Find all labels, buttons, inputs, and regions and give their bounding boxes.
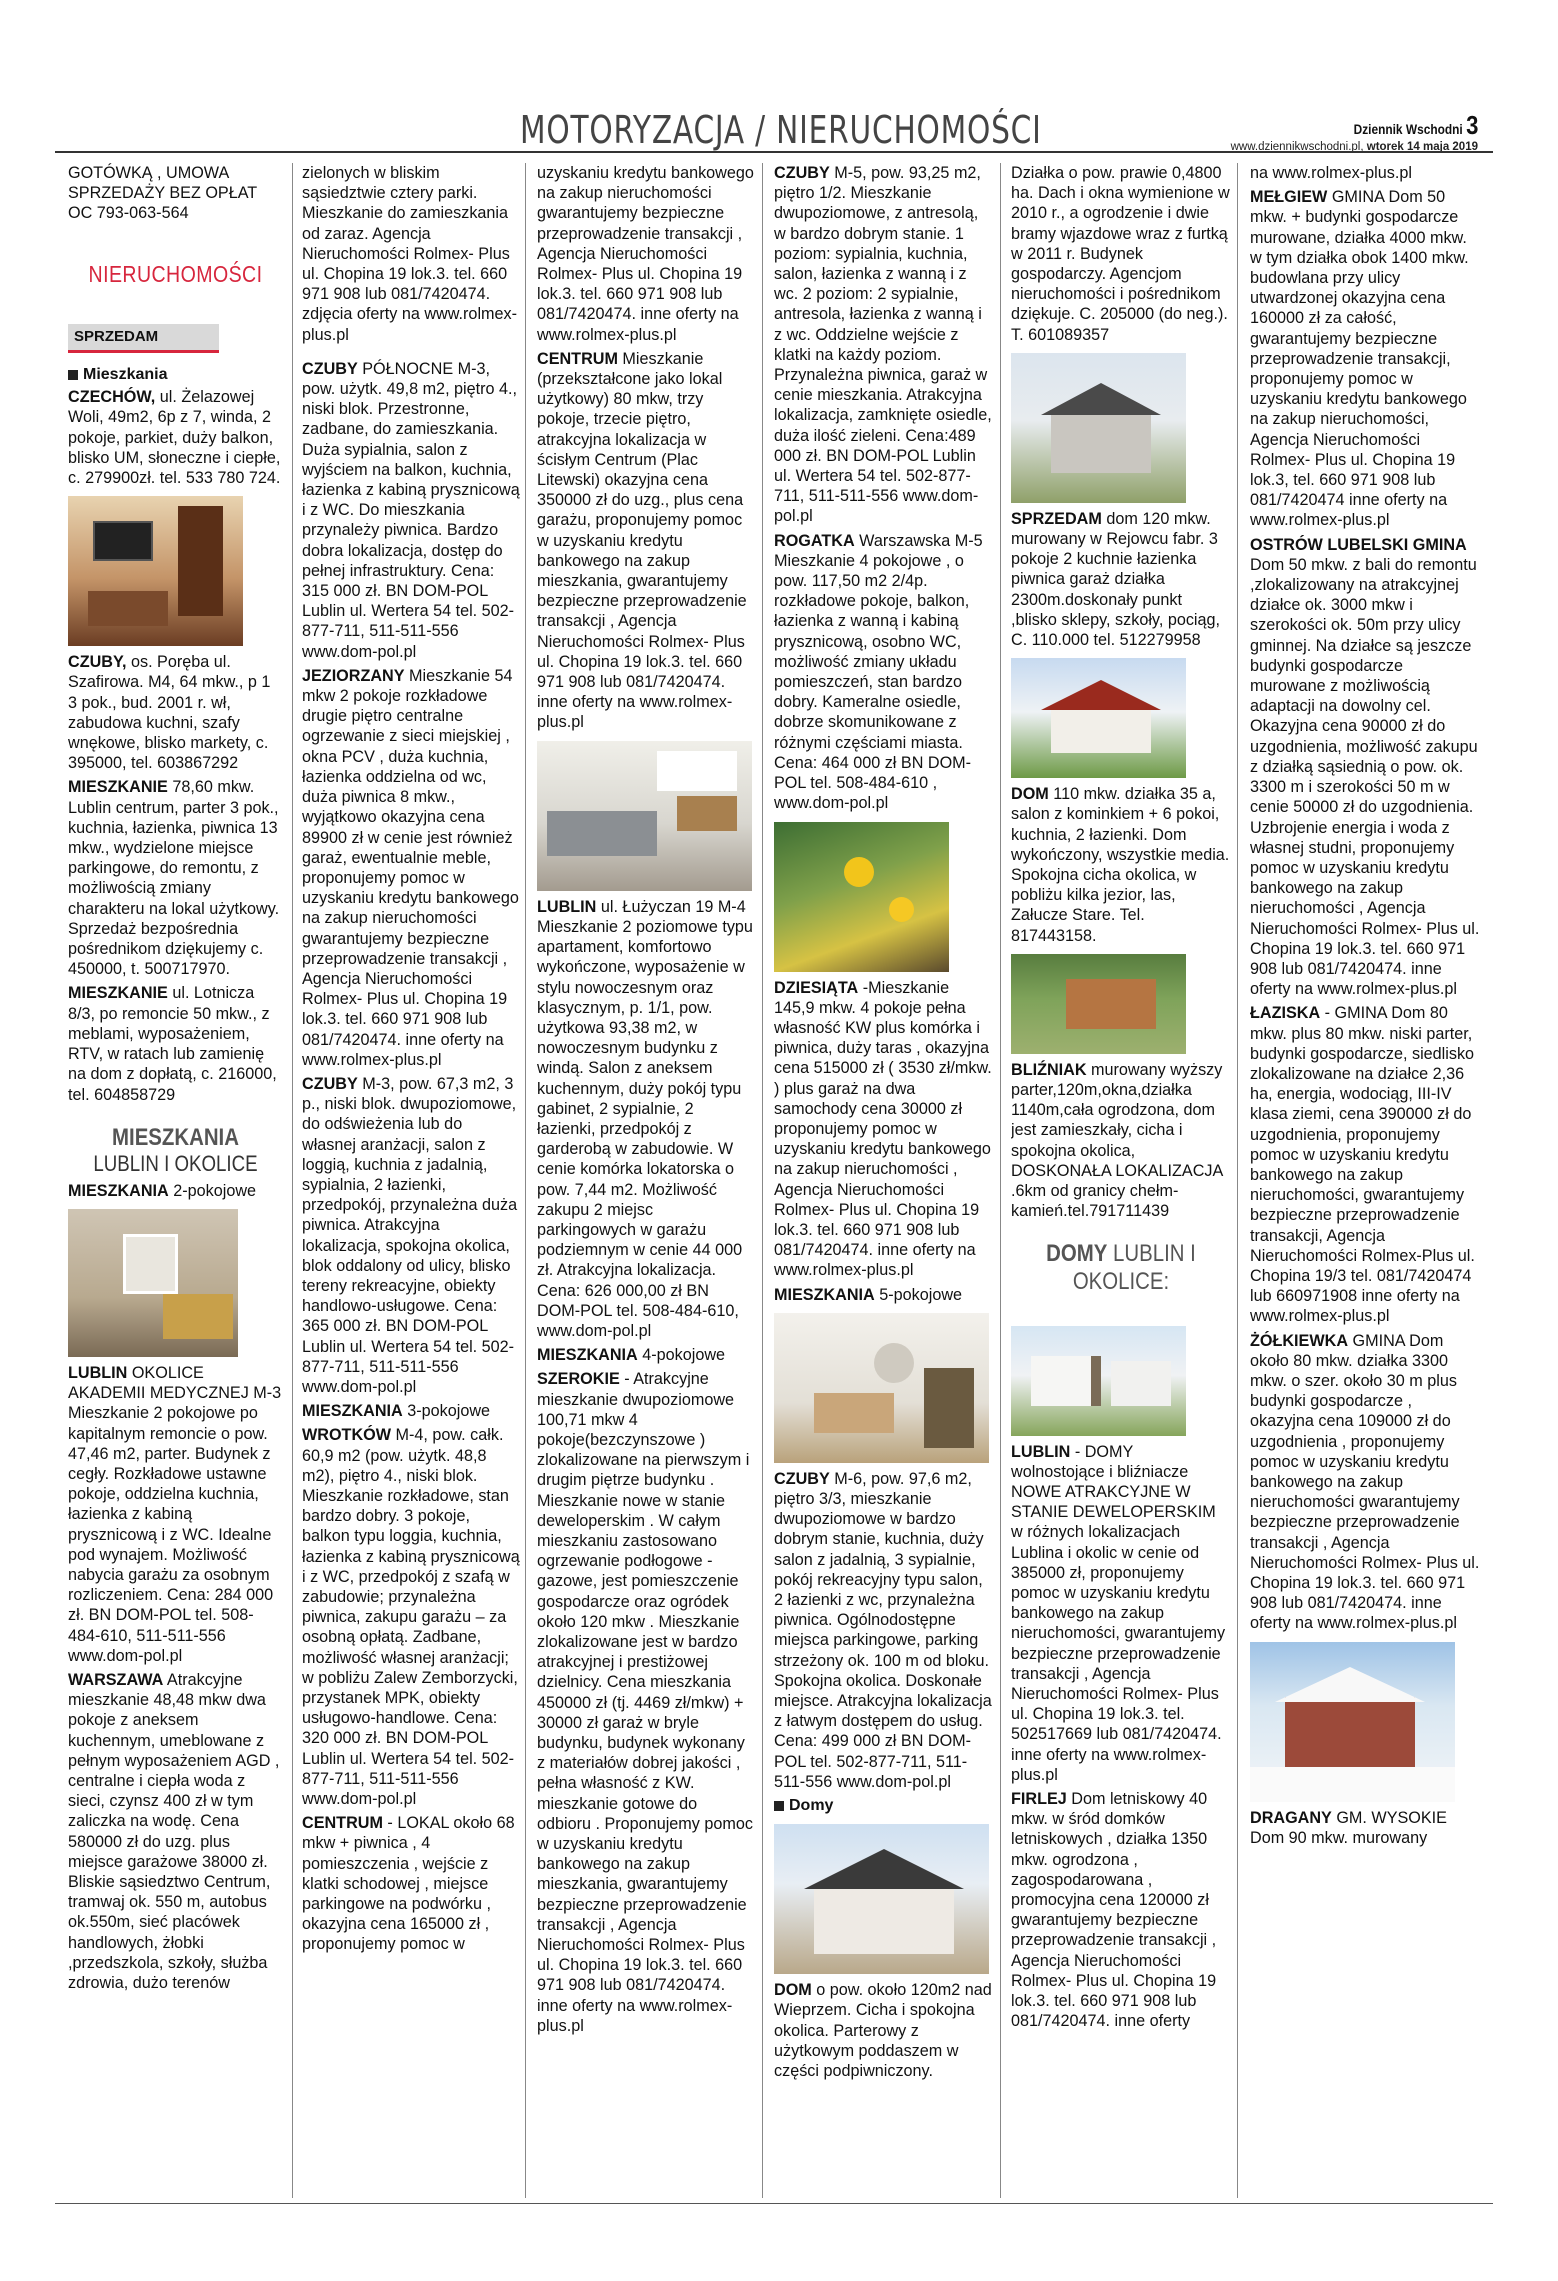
listing: CENTRUM - LOKAL około 68 mkw + piwnica , 4 pomieszczenia , wejście z klatki schodowej , miejsce parkingowe na podwórku , okazyjna cena 165000 zł , proponujemy pomoc w: [302, 1814, 515, 1954]
house-photo: [1011, 658, 1186, 778]
listing: OSTRÓW LUBELSKI GMINA Dom 50 mkw. z bali do remontu ,zlokalizowany na atrakcyjnej działce ok. 3000 mkw i szerokości ok. 50m przy ulicy gminnej. Na działce są jeszcze budynki gospodarcze murowane z możliwością adaptacji na dowolny cel. Okazyjna cena 90000 zł do uzgodnienia, możliwość zakupu z działką sąsiednią o pow. ok. 3300 m i szerokości 50 m w cenie 50000 zł do uzgodnienia. Uzbrojenie energia i woda z własnej studni, proponujemy pomoc w uzyskaniu kredytu bankowego na zakup nieruchomości , Agencja Nieruchomości Rolmex- Plus ul. Chopina 19 lok.3. tel. 660 971 908 lub 081/7420474. inne oferty na www.rolmex-plus.pl: [1250, 535, 1480, 999]
issue-date: wtorek 14 maja 2019: [1366, 141, 1478, 153]
square-bullet-icon: [774, 1801, 784, 1811]
site-url[interactable]: www.dziennikwschodni.pl: [1230, 141, 1361, 153]
house-photo: [774, 1824, 989, 1974]
column-6: [1250, 163, 1480, 2198]
listing: LUBLIN - DOMY wolnostojące i bliźniacze NOWE ATRAKCYJNE W STANIE DEWELOPERSKIM w różnych lokalizacjach Lublina i okolic w cenie od 385000 zł, proponujemy pomoc w uzyskaniu kredytu bankowego na zakup nieruchomości, gwarantujemy bezpieczne przeprowadzenie transakcji , Agencja Nieruchomości Rolmex- Plus ul. Chopina 19 lok.3. tel. 502517669 lub 081/7420474. inne oferty na www.rolmex-plus.pl: [1011, 1442, 1226, 1784]
column-4: [774, 163, 992, 2198]
listing: SPRZEDAM dom 120 mkw. murowany w Rejowcu fabr. 3 pokoje 2 kuchnie łazienka piwnica garaż działka 2300m.doskonały punkt ,blisko sklepy, szkoły, pociąg, C. 110.000 tel. 512279958: [1011, 509, 1221, 650]
column-divider: [762, 163, 763, 2198]
column-2: [302, 163, 520, 2198]
subheading: MIESZKANIA 3-pokojowe: [302, 1402, 491, 1421]
subheading: MIESZKANIA 2-pokojowe: [68, 1181, 257, 1200]
garden-photo: [774, 822, 949, 972]
listing: ŁAZISKA - GMINA Dom 80 mkw. plus 80 mkw. niski parter, budynki gospodarcze, siedlisko zlokalizowane na działce 2,36 ha, energia, wodociąg, III-IV klasa ziemi, cena 390000 zł do uzgodnienia, proponujemy pomoc w uzyskaniu kredytu bankowego na zakup nieruchomości, gwarantujemy bezpieczne przeprowadzenie transakcji, Agencja Nieruchomości Rolmex-Plus ul. Chopina 19/3 tel. 081/7420474 lub 660971908 inne oferty na www.rolmex-plus.pl: [1250, 1004, 1475, 1326]
domy-subhead: Domy: [774, 1796, 992, 1816]
sprzedam-label: SPRZEDAM: [68, 324, 219, 353]
listing: WARSZAWA Atrakcyjne mieszkanie 48,48 mkw dwa pokoje z aneksem kuchennym, umeblowane z pełnym wyposażeniem AGD , centralne i ciepła woda z sieci, czynsz 400 zł w tym zaliczka na wodę. Cena 580000 zł do uzg. plus miejsce garażowe 38000 zł. Bliskie sąsiedztwo Centrum, tramwaj ok. 550 m, autobus ok.550m, sieć placówek handlowych, żłobki ,przedszkola, szkoły, służba zdrowia, dużo terenów: [68, 1670, 280, 1992]
brand-name: Dziennik Wschodni: [1353, 121, 1463, 137]
house-photo: [1011, 954, 1186, 1054]
listing: CZUBY M-6, pow. 97,6 m2, piętro 3/3, mieszkanie dwupoziomowe w bardzo dobrym stanie, kuchnia, duży salon z jadalnią, 3 sypialnie, pokój rekreacyjny typu salon, 2 łazienki z wc, przynależna piwnica. Ogólnodostępne miejsca parkingowe, parking strzeżony ok. 100 m od bloku. Spokojna okolica. Doskonałe miejsce. Atrakcyjna lokalizacja z łatwym dostępem do usług. Cena: 499 000 zł BN DOM-POL tel. 502-877-711, 511-511-556 www.dom-pol.pl: [774, 1469, 992, 1791]
listing: DOM 110 mkw. działka 35 a, salon z kominkiem + 6 pokoi, kuchnia, 2 łazienki. Dom wykończony, wszystkie media. Spokojna cicha okolica, w pobliżu kilka jezior, las, Załucze Stare. Tel. 817443158.: [1011, 785, 1230, 945]
listing: DOM o pow. około 120m2 nad Wieprzem. Cicha i spokojna okolica. Parterowy z użytkowym poddaszem w części podpiwniczony.: [774, 1981, 992, 2081]
listing: na www.rolmex-plus.pl: [1250, 164, 1412, 182]
listing: CENTRUM Mieszkanie (przekształcone jako lokal użytkowy) 80 mkw, trzy pokoje, trzecie piętro, atrakcyjna lokalizacja w ścisłym Centrum (Plac Litewski) okazyjna cena 350000 zł do uzg., plus cena garażu, proponujemy pomoc w uzyskaniu kredytu bankowego na zakup mieszkania, gwarantujemy bezpieczne przeprowadzenie transakcji , Agencja Nieruchomości Rolmex- Plus ul. Chopina 19 lok.3. tel. 660 971 908 lub 081/7420474. inne oferty na www.rolmex-plus.pl: [537, 349, 747, 732]
heading-mieszkania: MIESZKANIA LUBLIN I OKOLICE: [93, 1123, 258, 1176]
listing: FIRLEJ Dom letniskowy 40 mkw. w śród domków letniskowych , działka 1350 mkw. ogrodzona , zagospodarowana , promocyjna cena 120000 zł gwarantujemy bezpieczne przeprowadzenie transakcji , Agencja Nieruchomości Rolmex- Plus ul. Chopina 19 lok.3. tel. 660 971 908 lub 081/7420474. inne oferty: [1011, 1789, 1217, 2031]
top-rule: [55, 151, 1493, 153]
winter-house-photo: [1250, 1642, 1455, 1802]
column-divider: [1000, 163, 1001, 2198]
masthead: Dziennik Wschodni 3 www.dziennikwschodni.pl, wtorek 14 maja 2019: [1230, 110, 1478, 153]
section-heading: NIERUCHOMOŚCI: [88, 260, 263, 287]
listing: CZUBY PÓŁNOCNE M-3, pow. użytk. 49,8 m2, piętro 4., niski blok. Przestronne, zadbane, do zamieszkania. Duża sypialnia, salon z wyjściem na balkon, kuchnia, łazienka z kabiną prysznicową i z WC. Do mieszkania przynależy piwnica. Bardzo dobra lokalizacja, dostęp do pełnej infrastruktury. Cena: 315 000 zł. BN DOM-POL Lublin ul. Wertera 54 tel. 502-877-711, 511-511-556 www.dom-pol.pl: [302, 359, 520, 661]
listing: uzyskaniu kredytu bankowego na zakup nieruchomości gwarantujemy bezpieczne przeprowadzenie transakcji , Agencja Nieruchomości Rolmex- Plus ul. Chopina 19 lok.3. tel. 660 971 908 lub 081/7420474. inne oferty na www.rolmex-plus.pl: [537, 164, 754, 344]
listing: zielonych w bliskim sąsiedztwie cztery parki. Mieszkanie do zamieszkania od zaraz. Agencja Nieruchomości Rolmex- Plus ul. Chopina 19 lok.3. tel. 660 971 908 lub 081/7420474. zdjęcia oferty na www.rolmex-plus.pl: [302, 164, 518, 344]
subheading: MIESZKANIA 5-pokojowe: [774, 1285, 963, 1304]
listing: LUBLIN OKOLICE AKADEMII MEDYCZNEJ M-3 Mieszkanie 2 pokojowe po kapitalnym remoncie o pow. 47,46 m2, parter. Budynek z cegły. Rozkładowe ustawne pokoje, oddzielna kuchnia, łazienka z kabiną prysznicową i z WC. Idealne pod wynajem. Możliwość nabycia garażu za osobnym rozliczeniem. Cena: 284 000 zł. BN DOM-POL tel. 508-484-610, 511-511-556 www.dom-pol.pl: [68, 1363, 282, 1665]
apartment-photo: [68, 1209, 238, 1357]
listing: DZIESIĄTA -Mieszkanie 145,9 mkw. 4 pokoje pełna własność KW plus komórka i piwnica, duży taras , okazyjna cena 515000 zł ( 3530 zł/mkw. ) plus garaż na dwa samochody cena 30000 zł proponujemy pomoc w uzyskaniu kredytu bankowego na zakup nieruchomości , Agencja Nieruchomości Rolmex- Plus ul. Chopina 19 lok.3. tel. 660 971 908 lub 081/7420474. inne oferty na www.rolmex-plus.pl: [774, 978, 992, 1280]
listing: CZECHÓW, ul. Żelazowej Woli, 49m2, 6p z 7, winda, 2 pokoje, parkiet, duży balkon, blisko UM, słoneczne i ciepłe, c. 279900zł. tel. 533 780 724.: [68, 388, 281, 488]
house-photo: [1011, 353, 1186, 503]
listing: WROTKÓW M-4, pow. całk. 60,9 m2 (pow. użytk. 48,8 m2), piętro 4., niski blok. Mieszkanie rozkładowe, stan bardzo dobry. 3 pokoje, balkon typu loggia, kuchnia, łazienka z kabiną prysznicową i z WC, przedpokój z szafą w zabudowie; przynależna piwnica, zakupu garażu – za osobną opłatą. Zadbane, możliwość własnej aranżacji; w pobliżu Zalew Zemborzycki, przystanek MPK, obiekty usługowo-handlowe. Cena: 320 000 zł. BN DOM-POL Lublin ul. Wertera 54 tel. 502-877-711, 511-511-556 www.dom-pol.pl: [302, 1426, 520, 1809]
column-divider: [525, 163, 526, 2198]
house-photo: [1011, 1326, 1186, 1436]
mieszkania-subhead: Mieszkania: [68, 365, 283, 385]
listing: ŻÓŁKIEWKA GMINA Dom około 80 mkw. działka 3300 mkw. o szer. około 30 m plus budynki gospodarcze , okazyjna cena 109000 zł do uzgodnienia , proponujemy pomoc w uzyskaniu kredytu bankowego na zakup nieruchomości gwarantujemy bezpieczne przeprowadzenie transakcji , Agencja Nieruchomości Rolmex- Plus ul. Chopina 19 lok.3. tel. 660 971 908 lub 081/7420474. inne oferty na www.rolmex-plus.pl: [1250, 1331, 1480, 1633]
listing: LUBLIN ul. Łużyczan 19 M-4 Mieszkanie 2 poziomowe typu apartament, komfortowo wykończone, wyposażenie w stylu nowoczesnym oraz klasycznym, p. 1/1, pow. użytkowa 93,38 m2, w nowoczesnym budynku z windą. Salon z aneksem kuchennym, duży pokój typu gabinet, 2 sypialnie, 2 łazienki, przedpokój z garderobą w zabudowie. W cenie komórka lokatorska o pow. 7,44 m2. Możliwość zakupu 2 miejsc parkingowych w garażu podziemnym w cenie 44 000 zł. Atrakcyjna lokalizacja. Cena: 626 000,00 zł BN DOM-POL tel. 508-484-610, www.dom-pol.pl: [537, 897, 753, 1340]
listing: JEZIORZANY Mieszkanie 54 mkw 2 pokoje rozkładowe drugie piętro centralne ogrzewanie z sieci miejskiej , okna PCV , duża kuchnia, łazienka oddzielna od wc, duża piwnica 8 mkw., wyjątkowo okazyjna cena 89900 zł w cenie jest również garaż, ewentualnie meble, proponujemy pomoc w uzyskaniu kredytu bankowego na zakup nieruchomości gwarantujemy bezpieczne przeprowadzenie transakcji , Agencja Nieruchomości Rolmex- Plus ul. Chopina 19 lok.3. tel. 660 971 908 lub 081/7420474. inne oferty na www.rolmex-plus.pl: [302, 666, 519, 1069]
listing: CZUBY M-5, pow. 93,25 m2, piętro 1/2. Mieszkanie dwupoziomowe, z antresolą, w bardzo dobrym stanie. 1 poziom: sypialnia, kuchnia, salon, łazienka z wanną i z wc. 2 poziom: 2 sypialnie, antresola, łazienka z wanną i z wc. Oddzielne wejście z klatki na każdy poziom. Przynależna piwnica, garaż w cenie mieszkania. Atrakcyjna lokalizacja, zamknięte osiedle, duża ilość zieleni. Cena:489 000 zł. BN DOM-POL Lublin ul. Wertera 54 tel. 502-877-711, 511-511-556 www.dom-pol.pl: [774, 164, 992, 526]
section-title: MOTORYZACJA / NIERUCHOMOŚCI: [520, 108, 1042, 152]
listing: MEŁGIEW GMINA Dom 50 mkw. + budynki gospodarcze murowane, działka 4000 mkw. w tym działka obok 1400 mkw. budowlana przy ulicy utwardzonej okazyjna cena 160000 zł za całość, gwarantujemy bezpieczne przeprowadzenie transakcji, proponujemy pomoc w uzyskaniu kredytu bankowego na zakup nieruchomości, Agencja Nieruchomości Rolmex- Plus ul. Chopina 19 lok.3, tel. 660 971 908 lub 081/7420474 inne oferty na www.rolmex-plus.pl: [1250, 188, 1469, 530]
apartment-photo: [537, 741, 752, 891]
listing: DRAGANY GM. WYSOKIE Dom 90 mkw. murowany: [1250, 1808, 1447, 1847]
listing: SZEROKIE - Atrakcyjne mieszkanie dwupoziomowe 100,71 mkw 4 pokoje(bezczynszowe ) zlokalizowane na pierwszym i drugim piętrze budynku . Mieszkanie nowe w stanie deweloperskim . W całym mieszkaniu zastosowano ogrzewanie podłogowe - gazowe, jest pomieszczenie gospodarcze oraz ogródek około 120 mkw . Mieszkanie zlokalizowane jest w bardzo atrakcyjnej i prestiżowej dzielnicy. Cena mieszkania 450000 zł (tj. 4469 zł/mkw) + 30000 zł garaż w bryle budynku, budynek wykonany z materiałów dobrej jakości , pełna własność z KW. mieszkanie gotowe do odbioru . Proponujemy pomoc w uzyskaniu kredytu bankowego na zakup mieszkania, gwarantujemy bezpieczne przeprowadzenie transakcji , Agencja Nieruchomości Rolmex- Plus ul. Chopina 19 lok.3. tel. 660 971 908 lub 081/7420474. inne oferty na www.rolmex-plus.pl: [537, 1370, 753, 2035]
listing: CZUBY, os. Poręba ul. Szafirowa. M4, 64 mkw., p 1 3 pok., bud. 2001 r. wł, zabudowa kuchni, szafy wnękowe, blisko markety, c. 395000, tel. 603867292: [68, 653, 271, 773]
listing: MIESZKANIE 78,60 mkw. Lublin centrum, parter 3 pok., kuchnia, łazienka, piwnica 13 mkw., wydzielone miejsce parkingowe, do remontu, z możliwością zmiany charakteru na lokal użytkowy. Sprzedaż bezpośrednia pośrednikom dziękujemy c. 450000, t. 500717970.: [68, 778, 280, 979]
bottom-rule: [55, 2203, 1493, 2204]
listing: CZUBY M-3, pow. 67,3 m2, 3 p., niski blok. dwupoziomowe, do odświeżenia lub do własnej aranżacji, salon z loggią, kuchnia z jadalnią, sypialnia, 2 łazienki, przedpokój, przynależna duża piwnica. Atrakcyjna lokalizacja, spokojna okolica, blok oddalony od ulicy, blisko tereny rekreacyjne, obiekty handlowo-usługowe. Cena: 365 000 zł. BN DOM-POL Lublin ul. Wertera 54 tel. 502-877-711, 511-511-556 www.dom-pol.pl: [302, 1074, 518, 1396]
square-bullet-icon: [68, 370, 78, 380]
subheading: MIESZKANIA 4-pokojowe: [537, 1346, 726, 1365]
apartment-photo: [774, 1313, 989, 1463]
listing: BLIŹNIAK murowany wyższy parter,120m,okna,działka 1140m,cała ogrodzona, dom jest zamieszkały, cicha i spokojna okolica, DOSKONAŁA LOKALIZACJA .6km od granicy chełm-kamień.tel.791711439: [1011, 1060, 1223, 1221]
apartment-photo: [68, 496, 243, 646]
heading-domy: DOMY LUBLIN I OKOLICE:: [1046, 1239, 1196, 1295]
page-number: 3: [1465, 110, 1478, 140]
column-divider: [1237, 163, 1238, 2198]
column-5: [1011, 163, 1231, 2198]
listing: ROGATKA Warszawska M-5 Mieszkanie 4 pokojowe , o pow. 117,50 m2 2/4p. rozkładowe pokoje, balkon, łazienka z wanną i kabiną prysznicową, osobno WC, możliwość zmiany układu pomieszczeń, stan bardzo dobry. Kameralne osiedle, dobrze skomunikowane z różnymi częściami miasta. Cena: 464 000 zł BN DOM-POL tel. 508-484-610 , www.dom-pol.pl: [774, 531, 983, 813]
column-3: [537, 163, 755, 2198]
column-1: [68, 163, 283, 2198]
listing: Działka o pow. prawie 0,4800 ha. Dach i okna wymienione w 2010 r., a ogrodzenie i dwie bramy wjazdowe wraz z furtką w 2011 r. Budynek gospodarczy. Agencjom nieruchomości i pośrednikom dziękuje. C. 205000 (do neg.). T. 601089357: [1011, 164, 1230, 344]
listing: MIESZKANIE ul. Lotnicza 8/3, po remoncie 50 mkw., z meblami, wyposażeniem, RTV, w ratach lub zamienię na dom z dopłatą, c. 216000, tel. 604858729: [68, 984, 277, 1104]
intro-text: GOTÓWKĄ , UMOWA SPRZEDAŻY BEZ OPŁAT OC 793-063-564: [68, 164, 257, 223]
column-divider: [292, 163, 293, 2198]
